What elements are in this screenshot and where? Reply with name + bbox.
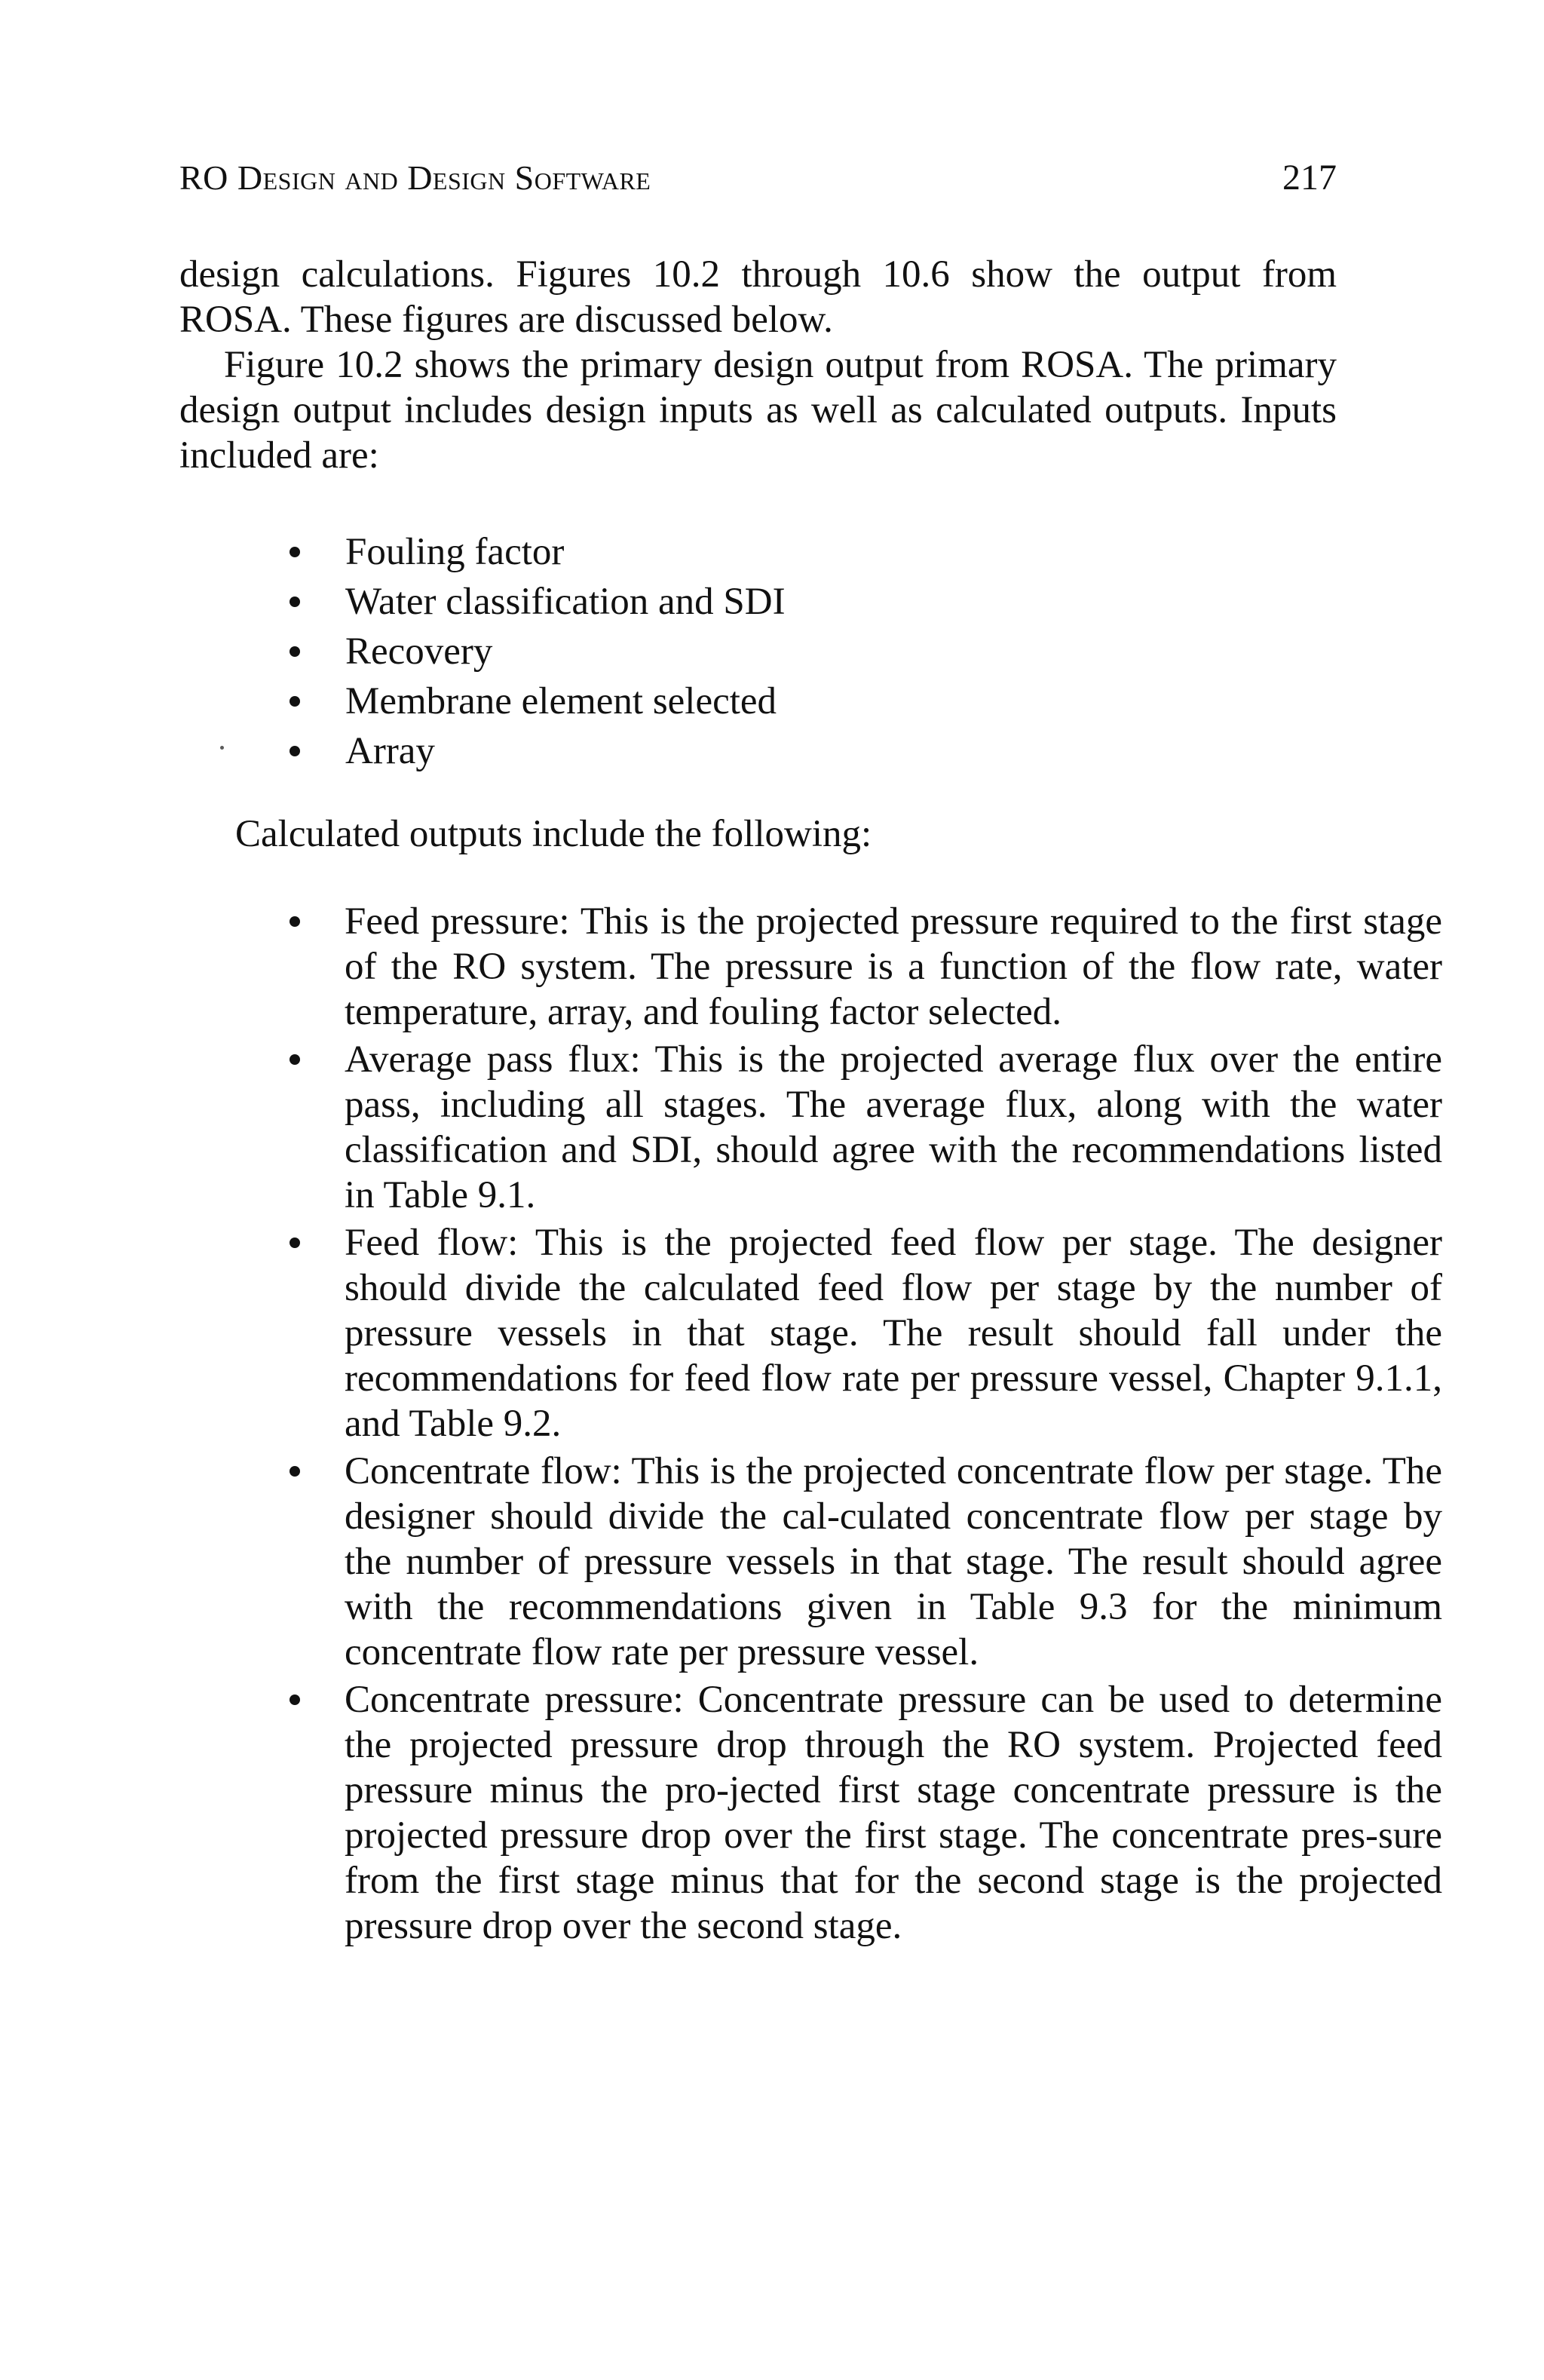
bullet-icon xyxy=(290,916,300,927)
page-body xyxy=(179,252,1442,1947)
bullet-icon xyxy=(290,597,300,607)
list-item: Concentrate flow: This is the projected concentrate flow per stage. The designer should divide the cal-culated concentrate flow per stage by the number of pressure vessels in that stage. The result should agree with the recommendations given in Table 9.3 for the minimum concentrate flow rate per pressure vessel. xyxy=(285,1449,1442,1675)
page-number: 217 xyxy=(1282,158,1337,198)
list-item: Feed pressure: This is the projected pressure required to the first stage of the RO system. The pressure is a function of the flow rate, water temperature, array, and fouling factor selected. xyxy=(285,899,1442,1035)
list-item: Array xyxy=(285,726,1190,776)
list-item: Feed flow: This is the projected feed flow per stage. The designer should divide the calculated feed flow per stage by the number of pressure vessels in that stage. The result should fall under the recommendations for feed flow rate per pressure vessel, Chapter 9.1.1, and Table 9.2. xyxy=(285,1220,1442,1446)
bullet-icon xyxy=(290,1238,300,1248)
list-item: Concentrate pressure: Concentrate pressure can be used to determine the projected pressure drop through the RO system. Projected feed pressure minus the pro-jected first stage concentrate pressure is the projected pressure drop over the first stage. The concentrate pres-sure from the first stage minus that for the second stage is the projected pressure drop over the second stage. xyxy=(285,1677,1442,1949)
inputs-list xyxy=(285,527,1190,776)
list-item: Membrane element selected xyxy=(285,676,1190,726)
scan-speck xyxy=(220,746,224,750)
page-header xyxy=(179,155,1337,201)
list-item: Water classification and SDI xyxy=(285,577,1190,627)
bullet-icon xyxy=(290,696,300,707)
bullet-icon xyxy=(290,1466,300,1477)
list-item: Fouling factor xyxy=(285,527,1190,577)
outputs-intro: Calculated outputs include the following: xyxy=(235,813,872,855)
list-item: Average pass flux: This is the projected average flux over the entire pass, including all stages. The average flux, along with the water classification and SDI, should agree with the recommendations listed in Table 9.1. xyxy=(285,1037,1442,1218)
outputs-list xyxy=(285,899,1442,1951)
bullet-icon xyxy=(290,547,300,557)
bullet-icon xyxy=(290,1695,300,1705)
intro-paragraph: design calculations. Figures 10.2 through 10.6 show the output from ROSA. These figures are discussed below. xyxy=(179,253,1337,341)
bullet-icon xyxy=(290,746,300,756)
primary-output-paragraph: Figure 10.2 shows the primary design output from ROSA. The primary design output includes design inputs as well as calculated outputs. Inputs included are: xyxy=(179,344,1337,477)
bullet-icon xyxy=(290,646,300,657)
bullet-icon xyxy=(290,1054,300,1065)
list-item: Recovery xyxy=(285,627,1190,676)
running-head: RO Design and Design Software xyxy=(179,158,651,197)
